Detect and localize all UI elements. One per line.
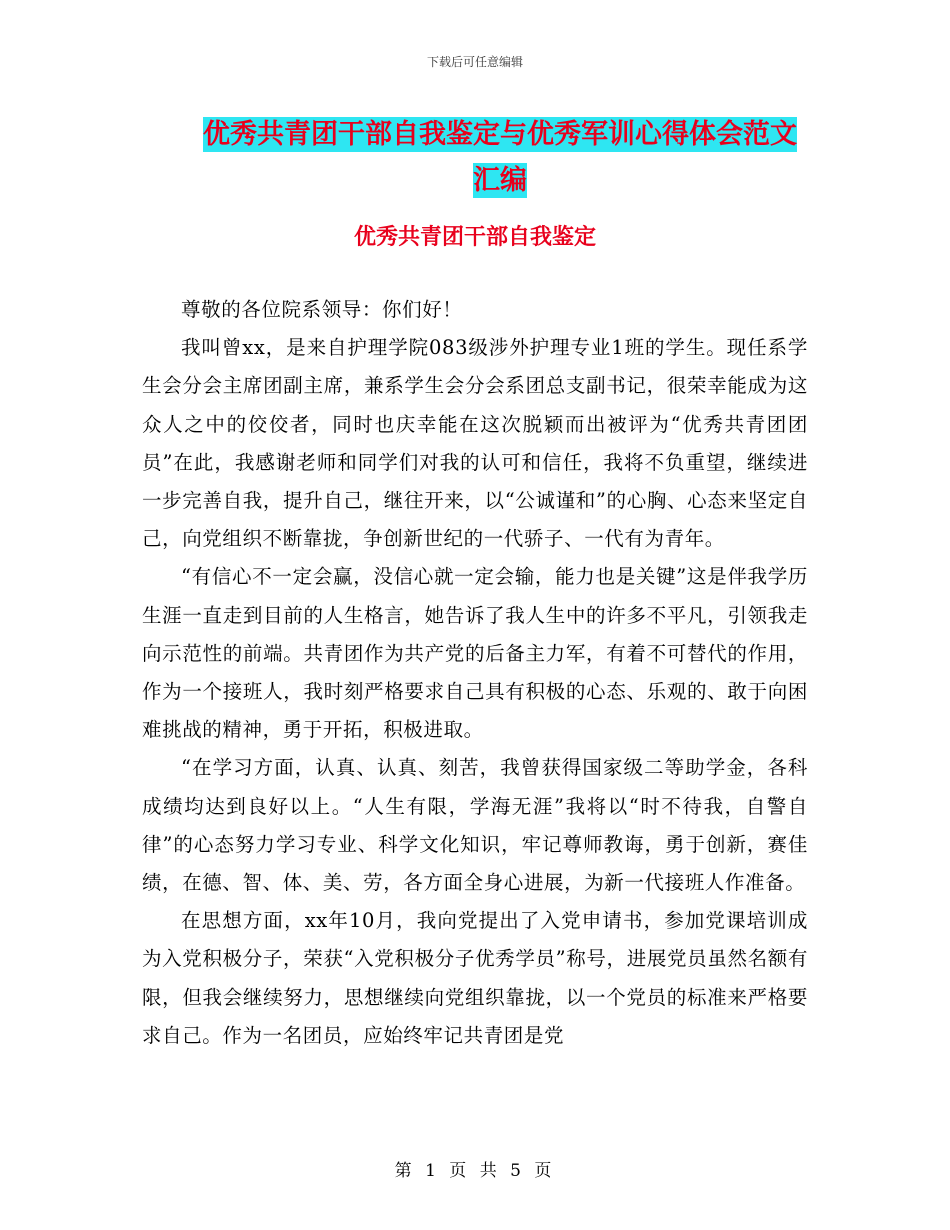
main-title-text: 优秀共青团干部自我鉴定与优秀军训心得体会范文汇编 <box>203 119 797 196</box>
paragraph-motto: “有信心不一定会赢，没信心就一定会输，能力也是关键”这是伴我学历生涯一直走到目前的人生格言，她告诉了我人生中的许多不平凡，引领我走向示范性的前端。共青团作为共产党的后备主力军，有着不可替代的作用，作为一个接班人，我时刻严格要求自己具有积极的心态、乐观的、敢于向困难挑战的精神，勇于开拓，积极进取。 <box>142 565 808 742</box>
main-title <box>190 112 810 204</box>
page-footer: 第 1 页 共 5 页 <box>394 1161 556 1181</box>
paragraph-thought: 在思想方面，xx年10月，我向党提出了入党申请书，参加党课培训成为入党积极分子，荣获“入党积极分子优秀学员”称号，进展党员虽然名额有限，但我会继续努力，思想继续向党组织靠拢，以一个党员的标准来严格要求自己。作为一名团员，应始终牢记共青团是党 <box>142 909 808 1047</box>
header-note: 下载后可任意编辑 <box>426 55 523 69</box>
body-text <box>142 291 808 1055</box>
paragraph-greeting: 尊敬的各位院系领导：你们好！ <box>181 298 463 321</box>
paragraph-study: “在学习方面，认真、认真、刻苦，我曾获得国家级二等助学金，各科成绩均达到良好以上。“人生有限，学海无涯”我将以“时不待我，自警自律”的心态努力学习专业、科学文化知识，牢记尊师教诲，勇于创新，赛佳绩，在德、智、体、美、劳，各方面全身心进展，为新一代接班人作准备。 <box>142 756 808 895</box>
paragraph-introduction: 我叫曾xx，是来自护理学院083级涉外护理专业1班的学生。现任系学生会分会主席团副主席，兼系学生会分会系团总支副书记，很荣幸能成为这众人之中的佼佼者，同时也庆幸能在这次脱颖而出被评为“优秀共青团团员”在此，我感谢老师和同学们对我的认可和信任，我将不负重望，继续进一步完善自我，提升自己，继往开来，以“公诚谨和”的心胸、心态来坚定自己，向党组织不断靠拢，争创新世纪的一代骄子、一代有为青年。 <box>142 336 808 551</box>
section-title: 优秀共青团干部自我鉴定 <box>353 225 596 250</box>
